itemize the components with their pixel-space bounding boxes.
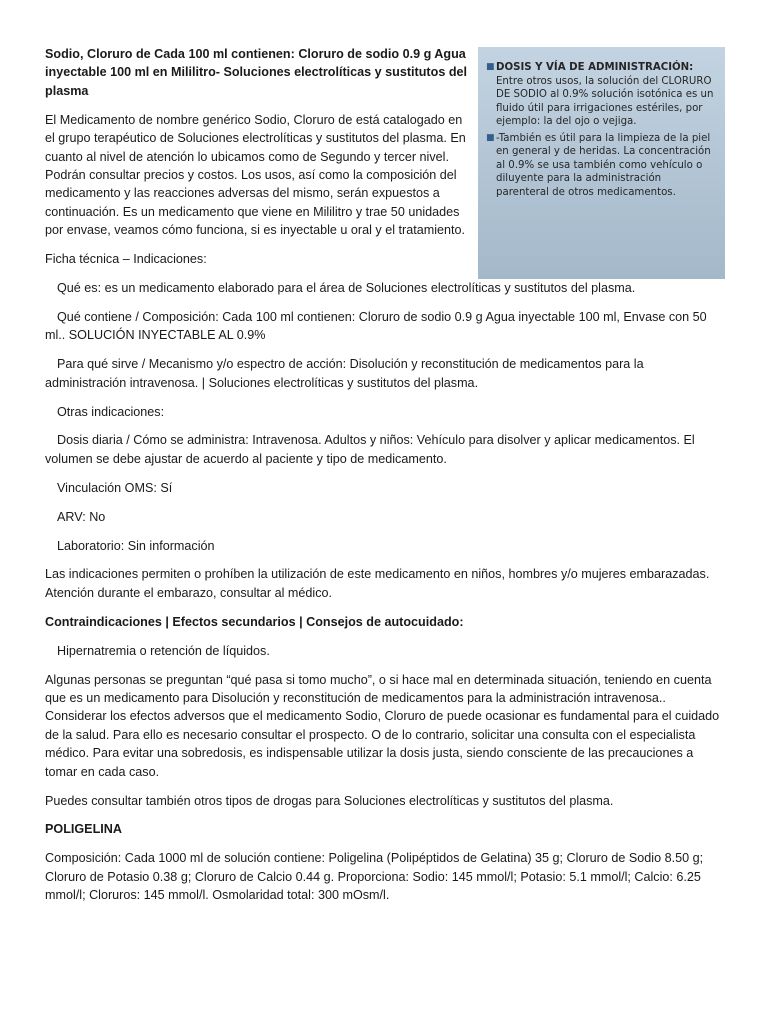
preguntas-text: Algunas personas se preguntan “qué pasa si tomo mucho”, o si hace mal en determinada situación, teniendo en cuenta que es un medicamento para Disolución y reconstitución de medicamentos para la administración intravenosa.. Considerar los efectos adversos que el medicamento Sodio, Cloruro de puede ocasionar es fundamental para el cuidado de la salud. Para ello es necesario consultar el prospecto. O de lo contrario, solicitar una consulta con el especialista médico. Para evitar una sobredosis, es indispensable utilizar la dosis justa, siendo consciente de las precauciones a tomar en cada caso. xyxy=(45,672,720,779)
document-title: Sodio, Cloruro de Cada 100 ml contienen: Cloruro de sodio 0.9 g Agua inyectable 100 ml en Mililitro- Soluciones electrolíticas y sustitutos del plasma xyxy=(45,47,468,98)
contraindicaciones-heading: Contraindicaciones | Efectos secundarios | Consejos de autocuidado: xyxy=(45,614,464,629)
poligelina-composicion: Composición: Cada 1000 ml de solución contiene: Poligelina (Polipéptidos de Gelatina) 35 g; Cloruro de Sodio 8.50 g; Cloruro de Potasio 0.38 g; Cloruro de Calcio 0.44 g. Proporciona: Sodio: 145 mmol/l; Potasio: 5.1 mmol/l; Calcio: 6.25 mmol/l; Cloruros: 145 mmol/l. Osmolaridad total: 300 mOsm/l. xyxy=(45,851,704,903)
hipernatremia-text: Hipernatremia o retención de líquidos. xyxy=(57,643,270,658)
laboratorio-text: Laboratorio: Sin información xyxy=(57,538,215,553)
oms-text: Vinculación OMS: Sí xyxy=(57,480,173,495)
poligelina-heading: POLIGELINA xyxy=(45,822,122,837)
indicaciones-text: Las indicaciones permiten o prohíben la utilización de este medicamento en niños, hombres y/o mujeres embarazadas. Atención durante el embarazo, consultar al médico. xyxy=(45,567,710,600)
composicion-span: Qué contiene / Composición: Cada 100 ml contienen: Cloruro de sodio 0.9 g Agua inyectable 100 ml, Envase con 50 ml.. SOLUCIÓN INYECTABLE AL 0.9% xyxy=(45,309,707,343)
que-es-text: Qué es: es un medicamento elaborado para el área de Soluciones electrolíticas y sustitutos del plasma. xyxy=(57,280,636,295)
figure-title: DOSIS Y VÍA DE ADMINISTRACIÓN: xyxy=(496,62,694,73)
arv-text: ARV: No xyxy=(57,509,106,524)
intro-paragraph: El Medicamento de nombre genérico Sodio, Cloruro de está catalogado en el grupo terapéutico de Soluciones electrolíticas y sustitutos del plasma. En cuanto al nivel de atención lo ubicamos como de Segundo y tercer nivel. Podrán consultar precios y costos. Los usos, así como la composición del medicamento y las reacciones adversas del mismo, serán expuestos a continuación. Es un medicamento que viene en Mililitro y trae 50 unidades por envase, veamos cómo funciona, si es inyectable u oral y el tratamiento. xyxy=(45,112,466,238)
figure-paragraph-1: Entre otros usos, la solución del CLORURO DE SODIO al 0.9% solución isotónica es un fluido útil para irrigaciones estériles, por ejemplo: la del ojo o vejiga. xyxy=(496,75,714,127)
dosis-span: Dosis diaria / Cómo se administra: Intravenosa. Adultos y niños: Vehículo para disolver y aplicar medicamentos. El volumen se debe ajustar de acuerdo al paciente y tipo de medicamento. xyxy=(45,433,695,466)
composicion-text xyxy=(45,308,725,345)
para-que-span: Para qué sirve / Mecanismo y/o espectro de acción: Disolución y reconstitución de medicamentos para la administración intravenosa. | Soluciones electrolíticas y sustitutos del plasma. xyxy=(45,357,644,390)
document-body xyxy=(45,45,725,915)
para-que-text xyxy=(45,355,725,392)
otras-indicaciones: Otras indicaciones: xyxy=(57,404,165,419)
bullet-icon: ■ xyxy=(486,62,495,72)
bullet-icon: ■ xyxy=(486,132,495,143)
ficha-heading: Ficha técnica – Indicaciones: xyxy=(45,252,207,267)
dosis-text xyxy=(45,431,725,468)
figure-paragraph-2: -También es útil para la limpieza de la piel en general y de heridas. La concentración al 0.9% se usa también como vehículo o diluyente para la administración parenteral de otros medicamentos. xyxy=(496,132,711,198)
otros-tipos-text: Puedes consultar también otros tipos de drogas para Soluciones electrolíticas y sustitutos del plasma. xyxy=(45,793,614,808)
